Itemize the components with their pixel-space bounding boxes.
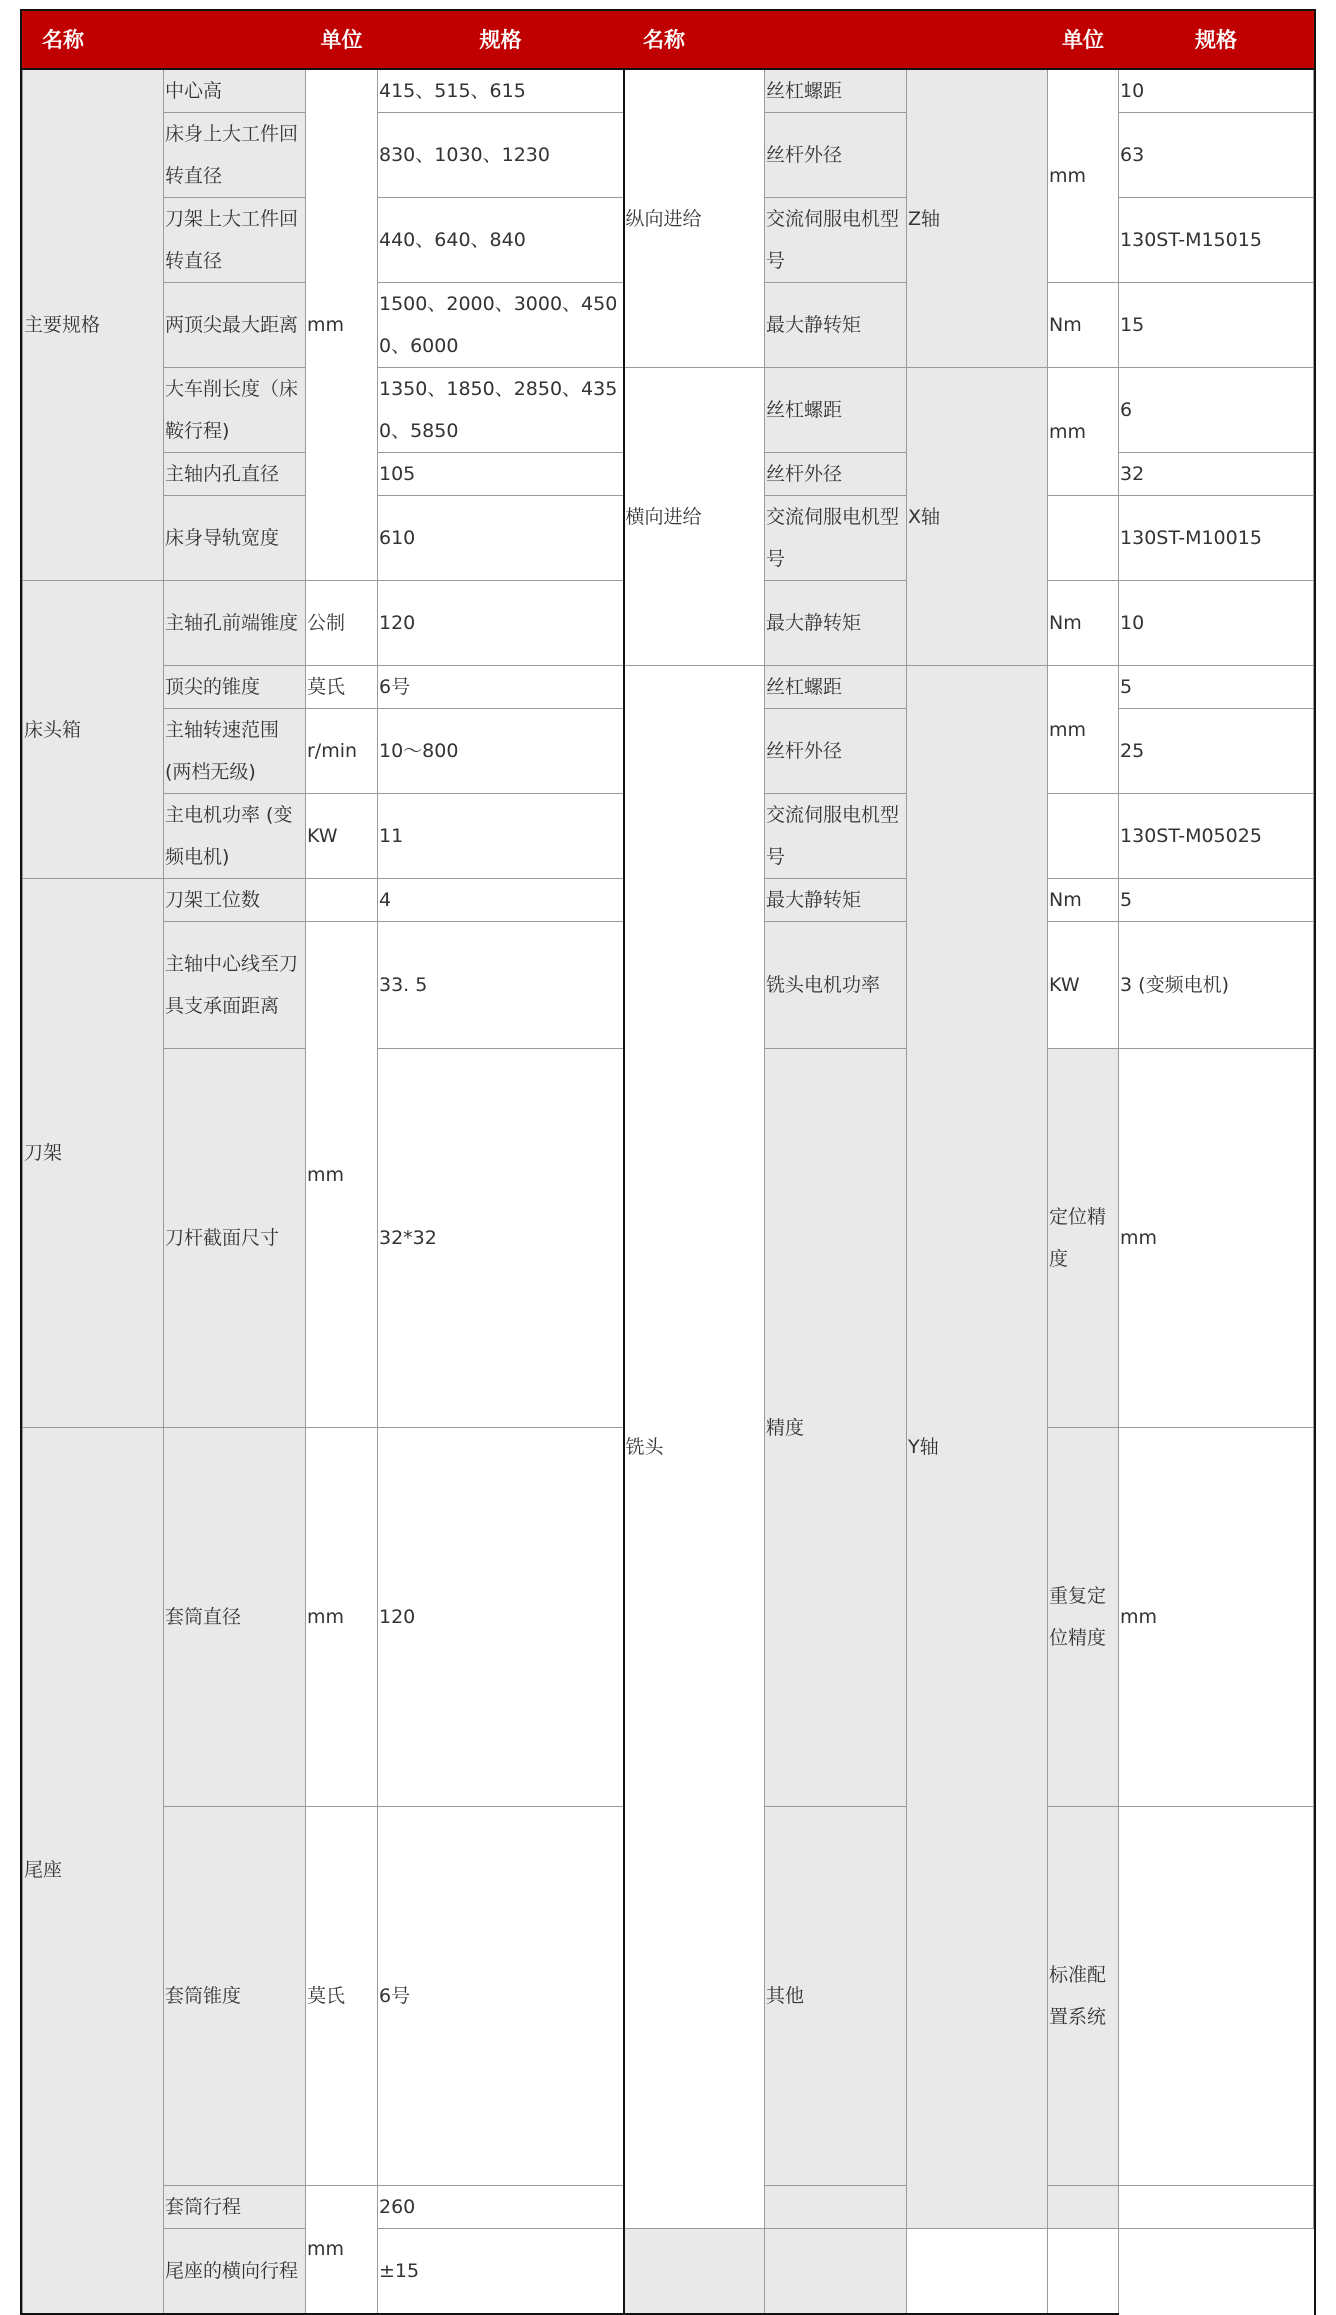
item-value: 5 <box>1119 666 1314 709</box>
item-name: 床身导轨宽度 <box>164 496 306 581</box>
empty-cell <box>1048 2186 1119 2229</box>
item-name: 套筒行程 <box>164 2186 306 2229</box>
empty-cell <box>1119 2186 1314 2229</box>
group-x-feed-label: 横向进给 <box>624 368 765 666</box>
item-name: 标准配置系统 <box>1048 1807 1119 2186</box>
item-name: 主轴内孔直径 <box>164 453 306 496</box>
item-value: 10 <box>1119 69 1314 113</box>
item-name: 定位精度 <box>1048 1049 1119 1428</box>
item-name: 交流伺服电机型号 <box>765 496 907 581</box>
item-value: 610 <box>378 496 624 581</box>
table-row <box>23 2229 1314 2314</box>
item-unit <box>306 879 378 922</box>
item-name: 丝杆外径 <box>765 709 907 794</box>
item-value: 260 <box>378 2186 624 2229</box>
item-value: 33. 5 <box>378 922 624 1049</box>
item-value: ±15 <box>378 2229 624 2314</box>
item-value: 6 <box>1119 368 1314 453</box>
empty-cell <box>1048 2229 1119 2314</box>
item-name: 套筒锥度 <box>164 1807 306 2186</box>
item-value: 25 <box>1119 709 1314 794</box>
group-headstock-label: 床头箱 <box>23 581 164 879</box>
item-name: 丝杠螺距 <box>765 368 907 453</box>
item-unit: 公制 <box>306 581 378 666</box>
empty-cell <box>624 2229 765 2314</box>
item-name: 丝杠螺距 <box>765 666 907 709</box>
item-name: 主轴转速范围(两档无级) <box>164 709 306 794</box>
item-name: 丝杆外径 <box>765 453 907 496</box>
item-name: 主轴孔前端锥度 <box>164 581 306 666</box>
item-unit: Nm <box>1048 879 1119 922</box>
item-value: 32*32 <box>378 1049 624 1428</box>
item-name: 交流伺服电机型号 <box>765 198 907 283</box>
axis-y-label: Y轴 <box>907 666 1048 2229</box>
table-row <box>23 368 1314 453</box>
item-name: 重复定位精度 <box>1048 1428 1119 1807</box>
item-name: 尾座的横向行程 <box>164 2229 306 2314</box>
item-value: 415、515、615 <box>378 69 624 113</box>
empty-cell <box>765 2229 907 2314</box>
item-name: 床身上大工件回转直径 <box>164 113 306 198</box>
item-name: 主电机功率 (变频电机) <box>164 794 306 879</box>
item-name: 大车削长度（床鞍行程) <box>164 368 306 453</box>
item-unit: Nm <box>1048 581 1119 666</box>
item-name: 顶尖的锥度 <box>164 666 306 709</box>
item-unit: KW <box>306 794 378 879</box>
item-unit: mm <box>1048 368 1119 496</box>
header-row <box>23 12 1314 70</box>
group-tool-post-label: 刀架 <box>23 879 164 1428</box>
item-value: 5 <box>1119 879 1314 922</box>
item-value: 3 (变频电机) <box>1119 922 1314 1049</box>
item-value: 440、640、840 <box>378 198 624 283</box>
header-spec: 规格 <box>378 12 624 70</box>
item-value: 6号 <box>378 666 624 709</box>
item-value: 130ST-M15015 <box>1119 198 1314 283</box>
empty-cell <box>907 2229 1048 2314</box>
item-unit: mm <box>306 922 378 1428</box>
item-name: 中心高 <box>164 69 306 113</box>
item-unit: mm <box>306 1428 378 1807</box>
item-value: 6号 <box>378 1807 624 2186</box>
item-name: 最大静转矩 <box>765 879 907 922</box>
item-name: 刀架上大工件回转直径 <box>164 198 306 283</box>
item-value: 130ST-M10015 <box>1119 496 1314 581</box>
header-spec-right: 规格 <box>1119 12 1314 70</box>
item-name: 交流伺服电机型号 <box>765 794 907 879</box>
item-unit: mm <box>1048 69 1119 283</box>
item-value: 120 <box>378 1428 624 1807</box>
item-value: 10 <box>1119 581 1314 666</box>
item-unit: mm <box>1048 666 1119 794</box>
header-unit: 单位 <box>306 12 378 70</box>
table-row <box>23 69 1314 113</box>
item-name: 最大静转矩 <box>765 581 907 666</box>
item-name: 套筒直径 <box>164 1428 306 1807</box>
item-value: 10～800 <box>378 709 624 794</box>
item-value: 11 <box>378 794 624 879</box>
item-name: 主轴中心线至刀具支承面距离 <box>164 922 306 1049</box>
header-unit-right: 单位 <box>1048 12 1119 70</box>
item-value: 830、1030、1230 <box>378 113 624 198</box>
item-value: 120 <box>378 581 624 666</box>
header-name-right: 名称 <box>624 12 1048 70</box>
group-tailstock-label: 尾座 <box>23 1428 164 2314</box>
item-name: 铣头电机功率 <box>765 922 907 1049</box>
axis-x-label: X轴 <box>907 368 1048 666</box>
item-unit: 莫氏 <box>306 666 378 709</box>
item-unit <box>1048 794 1119 879</box>
axis-z-label: Z轴 <box>907 69 1048 368</box>
group-milling-label: 铣头 <box>624 666 765 2229</box>
item-unit: mm <box>1119 1049 1314 1428</box>
item-name: 最大静转矩 <box>765 283 907 368</box>
item-unit: mm <box>1119 1428 1314 1807</box>
item-unit: r/min <box>306 709 378 794</box>
item-name: 两顶尖最大距离 <box>164 283 306 368</box>
group-accuracy-label: 精度 <box>765 1049 907 1807</box>
item-name: 刀杆截面尺寸 <box>164 1049 306 1428</box>
group-z-feed-label: 纵向进给 <box>624 69 765 368</box>
item-unit: mm <box>306 2186 378 2314</box>
item-value: 1500、2000、3000、4500、6000 <box>378 283 624 368</box>
item-value: 4 <box>378 879 624 922</box>
item-unit: 莫氏 <box>306 1807 378 2186</box>
item-value: 32 <box>1119 453 1314 496</box>
item-unit: KW <box>1048 922 1119 1049</box>
item-unit: Nm <box>1048 283 1119 368</box>
item-value: 63 <box>1119 113 1314 198</box>
empty-cell <box>765 2186 907 2229</box>
item-name: 丝杆外径 <box>765 113 907 198</box>
item-unit <box>1048 496 1119 581</box>
item-unit: mm <box>306 69 378 581</box>
item-value: 15 <box>1119 283 1314 368</box>
header-name: 名称 <box>23 12 306 70</box>
group-main-label: 主要规格 <box>23 69 164 581</box>
item-value: 1350、1850、2850、4350、5850 <box>378 368 624 453</box>
group-other-label: 其他 <box>765 1807 907 2186</box>
item-name: 刀架工位数 <box>164 879 306 922</box>
spec-table <box>22 11 1314 2315</box>
table-row <box>23 666 1314 709</box>
item-value: 130ST-M05025 <box>1119 794 1314 879</box>
item-unit <box>1119 1807 1314 2186</box>
item-name: 丝杠螺距 <box>765 69 907 113</box>
item-value: 105 <box>378 453 624 496</box>
